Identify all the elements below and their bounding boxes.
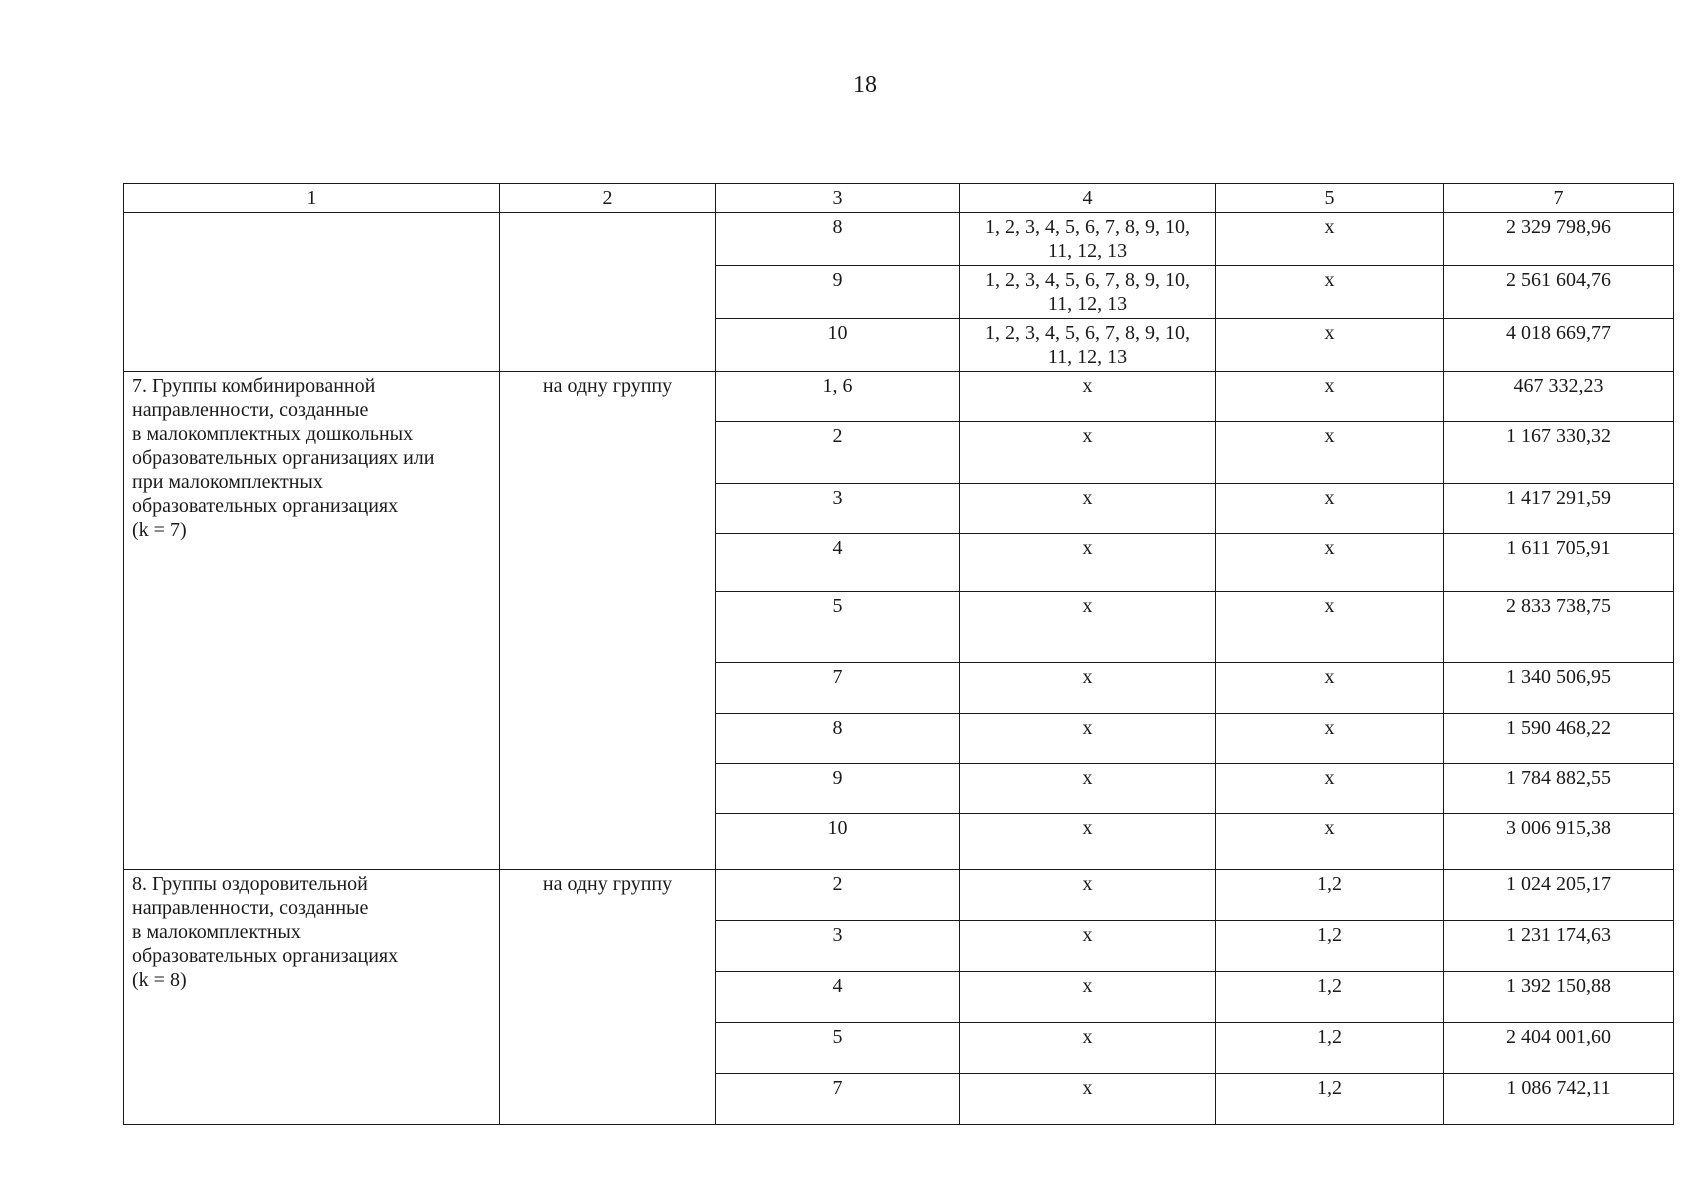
cell-col4: x — [960, 484, 1216, 534]
group-7-label — [124, 372, 500, 870]
header-cell: 4 — [960, 184, 1216, 213]
header-cell: 1 — [124, 184, 500, 213]
cell-col4: x — [960, 372, 1216, 422]
cell-col5: x — [1216, 714, 1444, 764]
cell-col4: x — [960, 972, 1216, 1023]
cell-col7: 467 332,23 — [1444, 372, 1674, 422]
cell-col4: 1, 2, 3, 4, 5, 6, 7, 8, 9, 10, 11, 12, 13 — [960, 266, 1216, 319]
cell-col4: 1, 2, 3, 4, 5, 6, 7, 8, 9, 10, 11, 12, 13 — [960, 213, 1216, 266]
cell-col4: x — [960, 1074, 1216, 1125]
group-8-unit: на одну группу — [500, 870, 716, 1125]
cell-col5: 1,2 — [1216, 972, 1444, 1023]
cell-col3: 9 — [716, 764, 960, 814]
cell-col3: 4 — [716, 972, 960, 1023]
cell-col4: x — [960, 592, 1216, 663]
cell-col3: 1, 6 — [716, 372, 960, 422]
data-table — [123, 183, 1674, 1125]
cell-col5: x — [1216, 814, 1444, 870]
cell-col5: 1,2 — [1216, 870, 1444, 921]
header-cell: 2 — [500, 184, 716, 213]
cell-col3: 2 — [716, 422, 960, 484]
cell-col7: 1 392 150,88 — [1444, 972, 1674, 1023]
cell-col7: 1 167 330,32 — [1444, 422, 1674, 484]
group-7-label-text: 7. Группы комбинированной направленности, созданные в малокомплектных дошкольных образовательных организациях или при малокомплектных образовательных организациях (k = 7) — [132, 375, 435, 541]
cell-col3: 5 — [716, 592, 960, 663]
group-7-unit: на одну группу — [500, 372, 716, 870]
cell-col3: 7 — [716, 663, 960, 714]
cell-col3: 10 — [716, 319, 960, 372]
page-number: 18 — [853, 72, 877, 98]
cell-col7: 1 086 742,11 — [1444, 1074, 1674, 1125]
cell-col7: 2 329 798,96 — [1444, 213, 1674, 266]
cell-col4: x — [960, 814, 1216, 870]
cell-col4: x — [960, 534, 1216, 592]
cell-col3: 4 — [716, 534, 960, 592]
group-8-label — [124, 870, 500, 1125]
cell-col7: 3 006 915,38 — [1444, 814, 1674, 870]
cell-col7: 1 340 506,95 — [1444, 663, 1674, 714]
cell-col3: 8 — [716, 714, 960, 764]
cell-col5: x — [1216, 372, 1444, 422]
cell-col4: x — [960, 764, 1216, 814]
cell-col7: 1 590 468,22 — [1444, 714, 1674, 764]
cell-col7: 2 561 604,76 — [1444, 266, 1674, 319]
cell-col5: x — [1216, 592, 1444, 663]
table-row — [124, 213, 1674, 266]
cell-col5: x — [1216, 422, 1444, 484]
cell-col7: 2 404 001,60 — [1444, 1023, 1674, 1074]
cell-col5: 1,2 — [1216, 1023, 1444, 1074]
cell-col4: 1, 2, 3, 4, 5, 6, 7, 8, 9, 10, 11, 12, 13 — [960, 319, 1216, 372]
cell-col5: x — [1216, 534, 1444, 592]
cell-col5: x — [1216, 319, 1444, 372]
cell-col4: x — [960, 1023, 1216, 1074]
cell-col7: 1 024 205,17 — [1444, 870, 1674, 921]
cell-col5: x — [1216, 266, 1444, 319]
cell-col5: x — [1216, 764, 1444, 814]
empty-cell — [500, 213, 716, 372]
header-cell: 5 — [1216, 184, 1444, 213]
table-row — [124, 870, 1674, 921]
cell-col3: 10 — [716, 814, 960, 870]
cell-col3: 9 — [716, 266, 960, 319]
table-row — [124, 372, 1674, 422]
cell-col4: x — [960, 870, 1216, 921]
cell-col7: 1 417 291,59 — [1444, 484, 1674, 534]
header-cell: 3 — [716, 184, 960, 213]
cell-col3: 7 — [716, 1074, 960, 1125]
cell-col5: x — [1216, 663, 1444, 714]
cell-col3: 3 — [716, 921, 960, 972]
cell-col5: x — [1216, 484, 1444, 534]
header-cell: 7 — [1444, 184, 1674, 213]
cell-col7: 2 833 738,75 — [1444, 592, 1674, 663]
cell-col4: x — [960, 714, 1216, 764]
header-row — [124, 184, 1674, 213]
cell-col3: 5 — [716, 1023, 960, 1074]
cell-col4: x — [960, 921, 1216, 972]
empty-cell — [124, 213, 500, 372]
cell-col5: x — [1216, 213, 1444, 266]
group-8-label-text: 8. Группы оздоровительной направленности, созданные в малокомплектных образовательных организациях (k = 8) — [132, 873, 399, 991]
cell-col7: 1 784 882,55 — [1444, 764, 1674, 814]
cell-col4: x — [960, 422, 1216, 484]
cell-col5: 1,2 — [1216, 1074, 1444, 1125]
cell-col5: 1,2 — [1216, 921, 1444, 972]
cell-col3: 3 — [716, 484, 960, 534]
cell-col3: 2 — [716, 870, 960, 921]
cell-col4: x — [960, 663, 1216, 714]
cell-col7: 1 231 174,63 — [1444, 921, 1674, 972]
cell-col3: 8 — [716, 213, 960, 266]
cell-col7: 1 611 705,91 — [1444, 534, 1674, 592]
cell-col7: 4 018 669,77 — [1444, 319, 1674, 372]
